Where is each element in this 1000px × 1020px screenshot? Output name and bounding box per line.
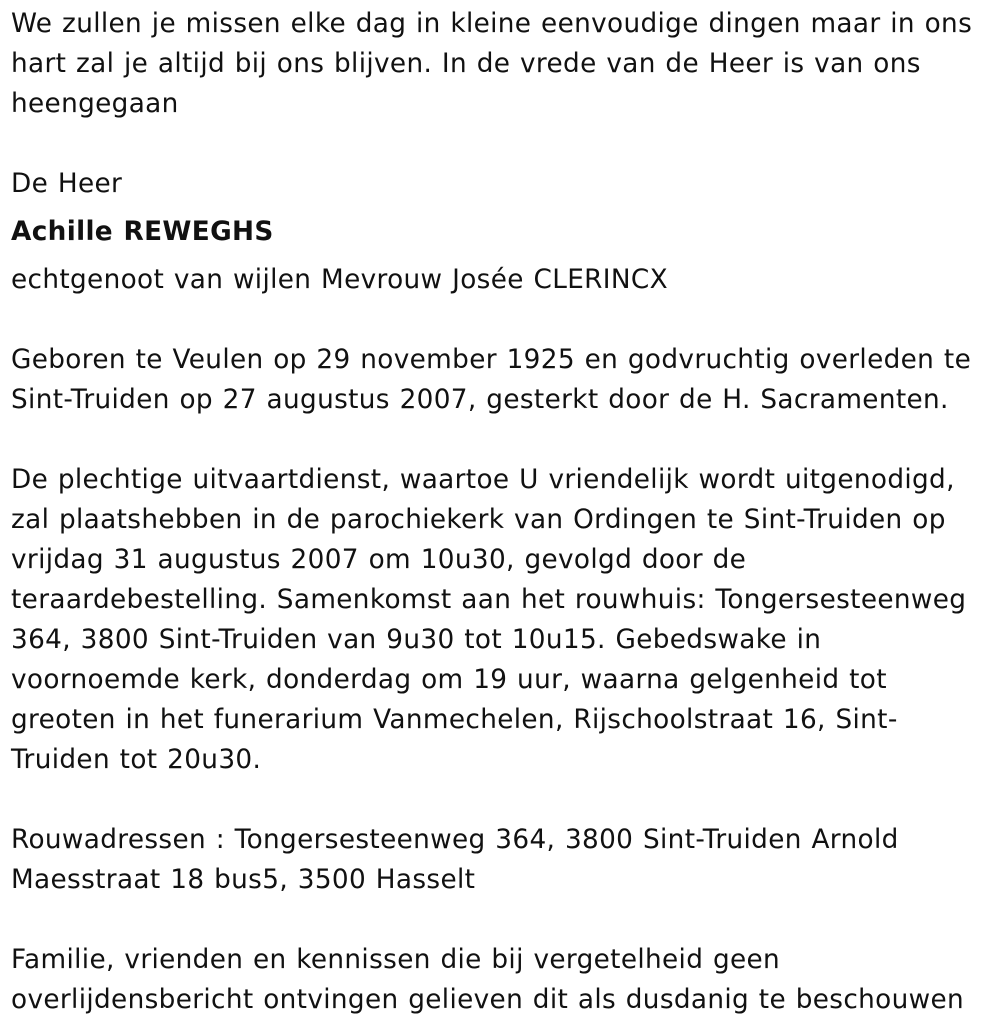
spacer	[11, 900, 990, 940]
deceased-name: Achille REWEGHS	[11, 217, 274, 247]
intro-paragraph: We zullen je missen elke dag in kleine eenvoudige dingen maar in ons hart zal je altijd bij ons blijven. In de vrede van de Heer is van ons heengegaan	[11, 9, 973, 119]
honorific-title: De Heer	[11, 169, 123, 199]
spacer	[11, 300, 990, 340]
spacer	[11, 420, 990, 460]
spacer	[11, 780, 990, 820]
funeral-service-paragraph: De plechtige uitvaartdienst, waartoe U vriendelijk wordt uitgenodigd, zal plaatshebben in de parochiekerk van Ordingen te Sint-Truiden op vrijdag 31 augustus 2007 om 10u30, gevolgd door de teraardebestelling. Samenkomst aan het rouwhuis: Tongersesteenweg 364, 3800 Sint-Truiden van 9u30 tot 10u15. Gebedswake in voornoemde kerk, donderdag om 19 uur, waarna gelgenheid tot greoten in het funerarium Vanmechelen, Rijschoolstraat 16, Sint-Truiden tot 20u30.	[11, 465, 967, 775]
spacer	[11, 124, 990, 164]
mourning-addresses: Rouwadressen : Tongersesteenweg 364, 3800 Sint-Truiden Arnold Maesstraat 18 bus5, 3500 Hasselt	[11, 825, 899, 895]
spouse-line: echtgenoot van wijlen Mevrouw Josée CLERINCX	[11, 265, 668, 295]
closing-paragraph: Familie, vrienden en kennissen die bij vergetelheid geen overlijdensbericht ontvingen gelieven dit als dusdanig te beschouwen	[11, 945, 965, 1015]
birth-death-paragraph: Geboren te Veulen op 29 november 1925 en godvruchtig overleden te Sint-Truiden op 27 augustus 2007, gesterkt door de H. Sacramenten.	[11, 345, 972, 415]
